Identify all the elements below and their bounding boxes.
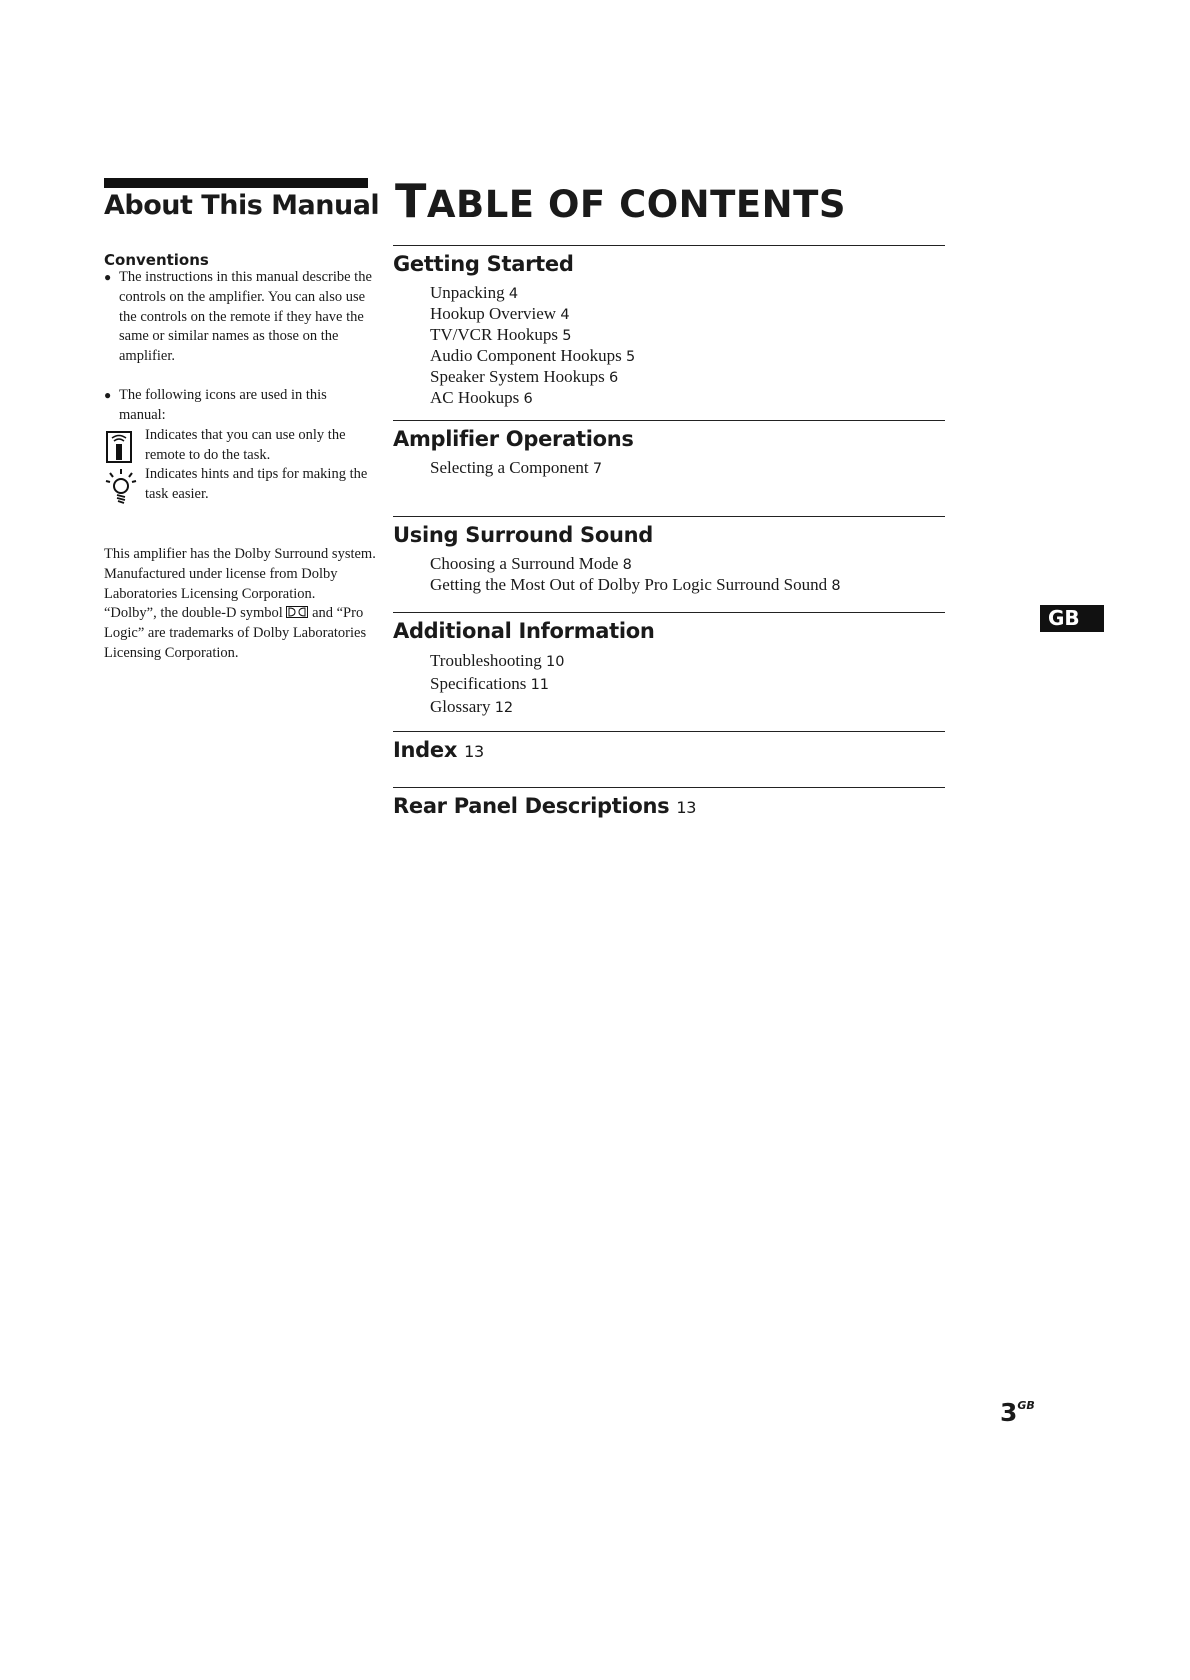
toc-items-getting-started [430, 283, 635, 409]
dolby-line: Manufactured under license from Dolby Laboratories Licensing Corporation. [104, 565, 338, 602]
icon-legend-tip [104, 465, 374, 505]
section-divider [393, 787, 945, 788]
lightbulb-icon [104, 467, 138, 505]
toc-item: Hookup Overview 4 [430, 304, 570, 323]
section-divider [393, 516, 945, 517]
toc-item: Glossary 12 [430, 697, 514, 716]
toc-section-amplifier-operations: Amplifier Operations [393, 427, 634, 451]
toc-section-rear-panel: Rear Panel Descriptions 13 [393, 794, 697, 818]
double-d-icon [286, 606, 308, 618]
toc-items-using-surround-sound [430, 554, 841, 596]
toc-item: Audio Component Hookups 5 [430, 346, 636, 365]
section-divider [393, 731, 945, 732]
toc-title-rest: ABLE OF CONTENTS [426, 183, 847, 226]
bullet-dot: ● [104, 388, 112, 402]
conventions-heading: Conventions [104, 251, 209, 269]
about-title: About This Manual [104, 190, 380, 221]
toc-section-index: Index 13 [393, 738, 484, 762]
toc-item: Unpacking 4 [430, 283, 519, 302]
remote-control-icon [104, 428, 138, 466]
language-tab: GB [1040, 605, 1104, 632]
toc-item: TV/VCR Hookups 5 [430, 325, 572, 344]
toc-item: AC Hookups 6 [430, 388, 533, 407]
bullet-text: The following icons are used in this manual: [119, 387, 327, 423]
toc-item: Speaker System Hookups 6 [430, 367, 619, 386]
dolby-line [104, 604, 376, 663]
section-divider [393, 420, 945, 421]
toc-title-initial: T [395, 174, 427, 228]
section-divider [393, 612, 945, 613]
bullet-text: The instructions in this manual describe the controls on the amplifier. You can also use the controls on the remote if they have the same or similar names as those on the amplifier. [119, 269, 372, 365]
section-bar [104, 178, 368, 188]
convention-bullet [104, 268, 374, 367]
toc-section-using-surround-sound: Using Surround Sound [393, 523, 653, 547]
toc-item: Specifications 11 [430, 674, 550, 693]
toc-items-amplifier-operations [430, 458, 602, 479]
section-divider [393, 245, 945, 246]
toc-item: Troubleshooting 10 [430, 651, 565, 670]
dolby-line: This amplifier has the Dolby Surround system. [104, 546, 376, 562]
toc-section-additional-information: Additional Information [393, 619, 655, 643]
toc-items-additional-information [430, 650, 564, 719]
icon-legend-remote [104, 426, 374, 466]
bullet-dot: ● [104, 270, 112, 284]
toc-section-getting-started: Getting Started [393, 252, 574, 276]
convention-bullet [104, 386, 374, 426]
page-number: $3^{GB}$ [1000, 1398, 1035, 1427]
icon-legend-text: Indicates hints and tips for making the task easier. [145, 466, 368, 502]
toc-item: Selecting a Component 7 [430, 458, 603, 477]
dolby-text: “Dolby”, the double-D symbol [104, 605, 283, 622]
toc-item: Getting the Most Out of Dolby Pro Logic Surround Sound 8 [430, 575, 841, 594]
dolby-trademark-note [104, 545, 376, 664]
toc-title [395, 174, 846, 228]
icon-legend-text: Indicates that you can use only the remote to do the task. [145, 427, 346, 463]
dolby-text: and “Pro Logic” are trademarks of Dolby Laboratories Licensing Corporation. [104, 605, 367, 661]
toc-item: Choosing a Surround Mode 8 [430, 554, 632, 573]
